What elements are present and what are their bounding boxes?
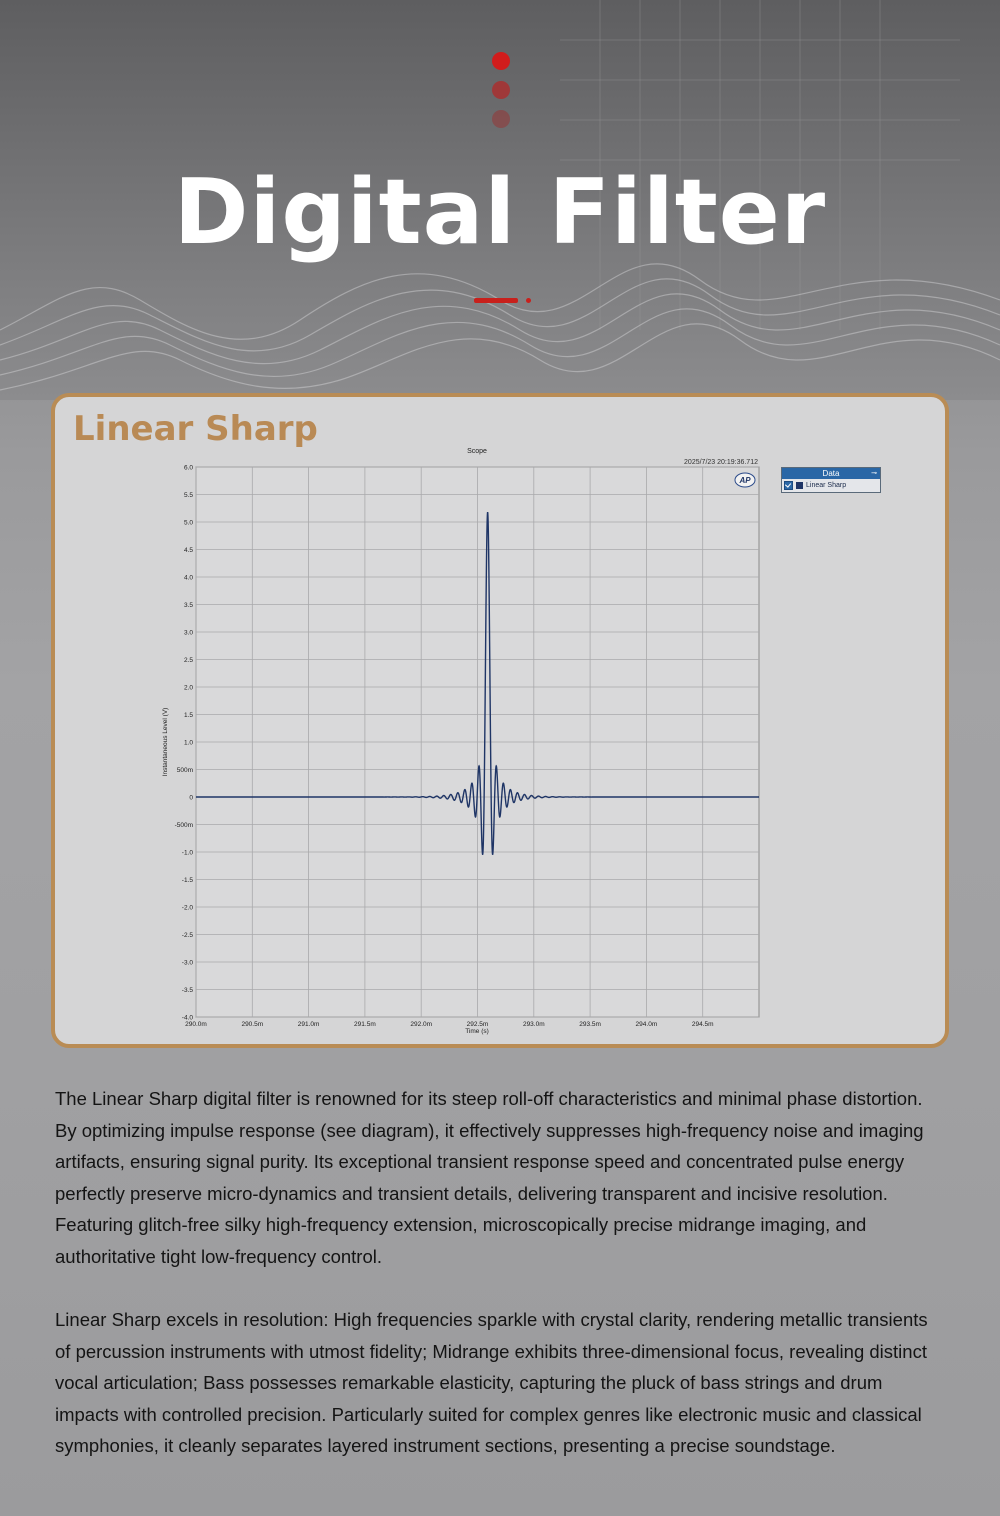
grid-lines bbox=[196, 467, 759, 1017]
y-tick-label: 5.5 bbox=[183, 492, 193, 499]
y-tick-label: 6.0 bbox=[183, 464, 193, 472]
x-axis-label: Time (s) bbox=[465, 1028, 489, 1035]
x-tick-label: 292.0m bbox=[410, 1021, 433, 1028]
chart-timestamp: 2025/7/23 20:19:36.712 bbox=[684, 459, 758, 466]
description-paragraph: The Linear Sharp digital filter is renowned for its steep roll-off characteristics and minimal phase distortion. By optimizing impulse response (see diagram), it effectively suppresses high-frequency noise and imaging artifacts, ensuring signal purity. Its exceptional transient response speed and concentrated pulse energy perfectly preserve micro-dynamics and transient details, delivering transparent and incisive resolution. Featuring glitch-free silky high-frequency extension, microscopically precise midrange imaging, and authoritative tight low-frequency control. bbox=[55, 1088, 924, 1267]
red-dot-icon bbox=[492, 110, 510, 128]
ap-logo-text: AP bbox=[739, 476, 751, 485]
scope-chart bbox=[55, 397, 945, 1044]
y-tick-label: -3.5 bbox=[181, 987, 193, 994]
y-tick-label: -1.5 bbox=[181, 877, 193, 884]
x-tick-label: 291.5m bbox=[354, 1021, 376, 1028]
y-tick-label: 5.0 bbox=[183, 519, 193, 527]
title-underline-dot bbox=[526, 298, 531, 303]
decorative-dots bbox=[492, 52, 510, 139]
y-tick-label: 2.5 bbox=[183, 657, 193, 664]
y-tick-label: 4.5 bbox=[183, 547, 193, 554]
chart-title: Scope bbox=[467, 448, 487, 455]
y-tick-label: 2.0 bbox=[183, 684, 193, 692]
chart-card bbox=[51, 393, 949, 1048]
legend-header-label: Data bbox=[822, 469, 840, 478]
chart-legend bbox=[781, 467, 881, 493]
y-tick-label: -2.0 bbox=[181, 904, 193, 912]
x-tick-label: 294.5m bbox=[691, 1021, 714, 1028]
checkbox-icon[interactable] bbox=[784, 481, 793, 490]
y-tick-label: 3.5 bbox=[183, 602, 193, 609]
legend-item[interactable] bbox=[782, 479, 880, 492]
y-tick-label: -3.0 bbox=[181, 959, 193, 967]
description-paragraph: Linear Sharp excels in resolution: High frequencies sparkle with crystal clarity, rendering metallic transients of percussion instruments with utmost fidelity; Midrange exhibits three-dimensional focus, revealing distinct vocal articulation; Bass possesses remarkable elasticity, capturing the pluck of bass strings and drum impacts with controlled precision. Particularly suited for complex genres like electronic music and classical symphonies, it cleanly separates layered instrument sections, presenting a precise soundstage. bbox=[55, 1309, 928, 1457]
y-tick-label: 1.5 bbox=[183, 712, 193, 719]
page-title: Digital Filter bbox=[173, 160, 827, 265]
card-title: Linear Sharp bbox=[73, 409, 318, 449]
y-tick-label: -500m bbox=[174, 822, 193, 829]
y-tick-label: -4.0 bbox=[181, 1014, 193, 1022]
x-tick-label: 294.0m bbox=[635, 1021, 658, 1028]
x-tick-label: 292.5m bbox=[466, 1021, 489, 1028]
y-tick-label: 4.0 bbox=[183, 574, 193, 582]
x-tick-label: 290.0m bbox=[185, 1021, 207, 1028]
y-axis-label: Instantaneous Level (V) bbox=[162, 707, 169, 777]
legend-header bbox=[782, 468, 880, 479]
x-tick-label: 290.5m bbox=[241, 1021, 264, 1028]
pin-icon[interactable]: ⊸ bbox=[871, 470, 877, 477]
y-tick-label: 0 bbox=[189, 794, 193, 802]
red-dot-icon bbox=[492, 81, 510, 99]
series-swatch bbox=[796, 482, 803, 489]
y-tick-label: -2.5 bbox=[181, 932, 193, 939]
x-tick-label: 291.0m bbox=[297, 1021, 320, 1028]
x-tick-label: 293.5m bbox=[579, 1021, 601, 1028]
red-dot-icon bbox=[492, 52, 510, 70]
y-tick-label: -1.0 bbox=[181, 849, 193, 857]
title-underline bbox=[474, 298, 518, 303]
x-tick-label: 293.0m bbox=[522, 1021, 545, 1028]
y-tick-label: 1.0 bbox=[183, 739, 193, 747]
ap-logo-icon bbox=[735, 473, 755, 487]
legend-item-label: Linear Sharp bbox=[806, 482, 847, 489]
y-tick-label: 3.0 bbox=[183, 629, 193, 637]
x-tick-labels bbox=[185, 1021, 713, 1028]
y-tick-labels bbox=[175, 465, 194, 1022]
y-tick-label: 500m bbox=[176, 767, 193, 774]
